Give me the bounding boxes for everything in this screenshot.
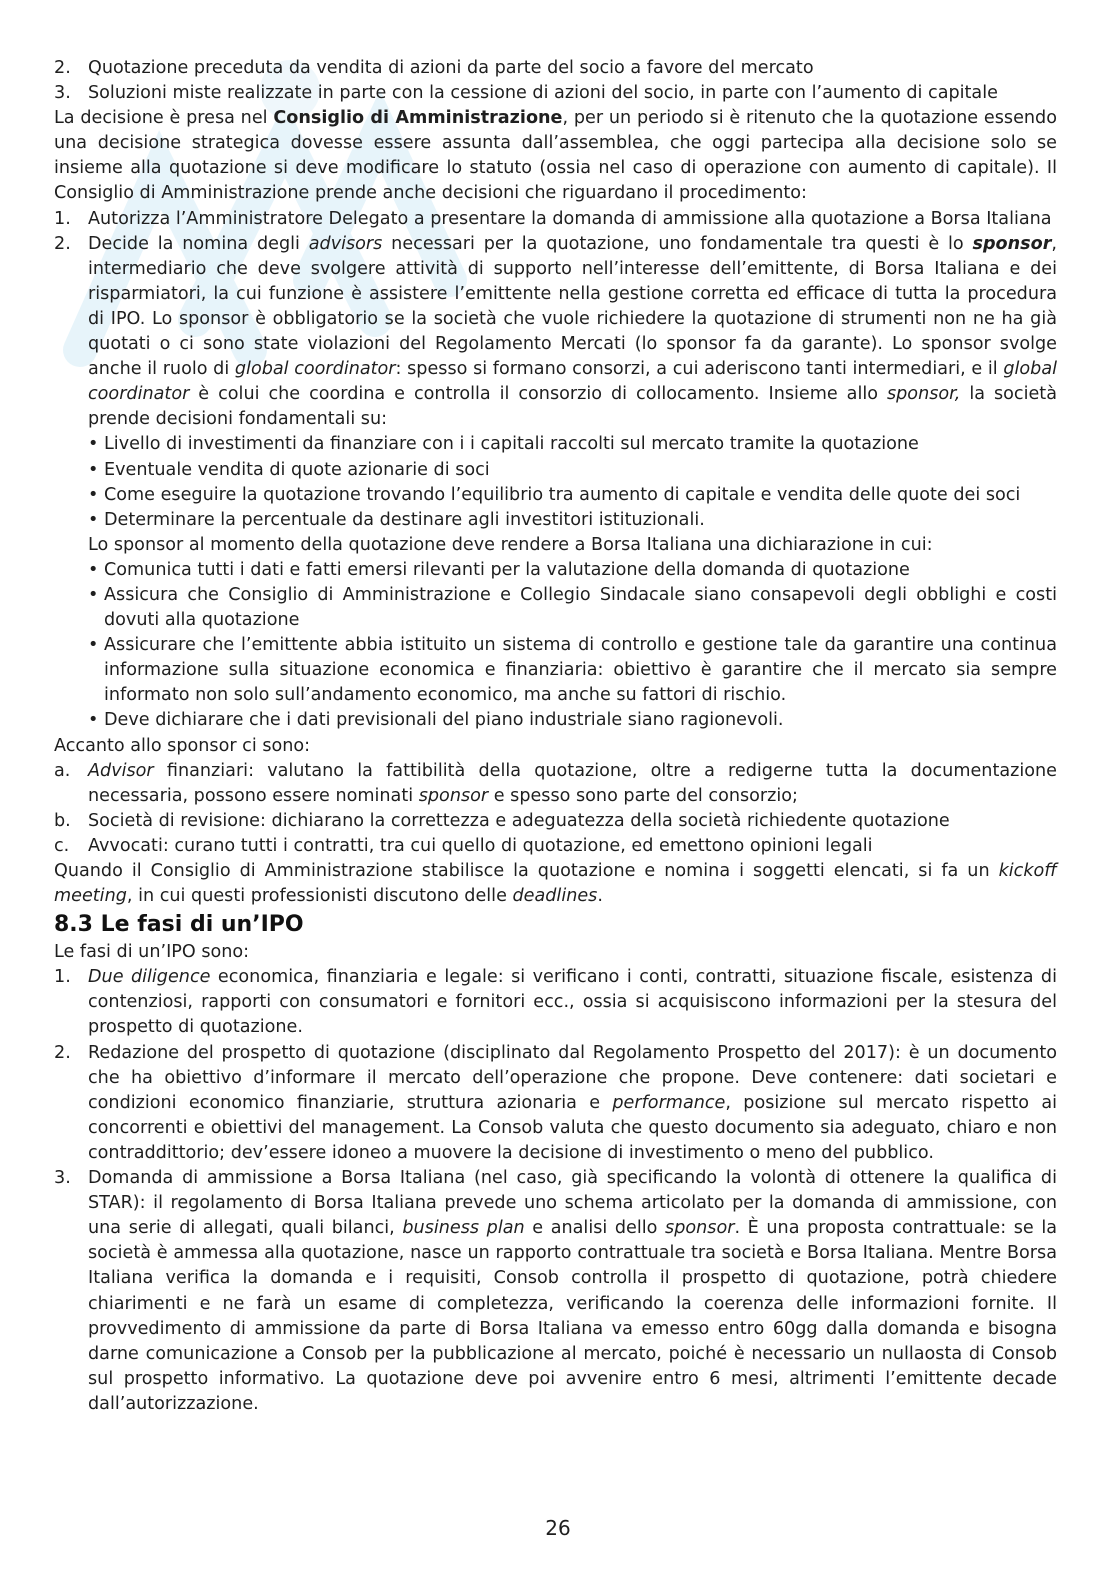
list-item: 2. Decide la nomina degli advisors necessari per la quotazione, uno fondamentale tra questi è lo sponsor, intermediario che deve svolgere attività di supporto nell’interesse dell’emittente, di Borsa Italiana e dei risparmiatori, la cui funzione è assistere l’emittente nella gestione corretta ed efficace di tutta la procedura di IPO. Lo sponsor è obbligatorio se la società che vuole richiedere la quotazione di strumenti non ne ha già quotati o ci sono state violazioni del Regolamento Mercati (lo sponsor fa da garante). Lo sponsor svolge anche il ruolo di global coordinator: spesso si formano consorzi, a cui aderiscono tanti intermediari, e il global coordinator è colui che coordina e controlla il consorzio di collocamento. Insieme allo sponsor, la società prende decisioni fondamentali su: — [54, 233, 1057, 430]
list-item: 3. Soluzioni miste realizzate in parte con la cessione di azioni del socio, in parte con l’aumento di capitale — [54, 83, 998, 104]
bullet-item: • Assicurare che l’emittente abbia istituito un sistema di controllo e gestione tale da garantire una continua informazione sulla situazione economica e finanziaria: obiettivo è garantire che il mercato sia sempre informato non solo sull’andamento economico, ma anche su fattori di rischio. — [88, 635, 1057, 706]
bullet-item: • Come eseguire la quotazione trovando l’equilibrio tra aumento di capitale e vendita delle quote dei soci — [88, 484, 1021, 505]
bullet-item: • Determinare la percentuale da destinare agli investitori istituzionali. — [88, 509, 705, 530]
sponsor-intro: Lo sponsor al momento della quotazione deve rendere a Borsa Italiana una dichiarazione in cui: — [88, 534, 933, 555]
document-page — [54, 56, 1057, 1417]
kickoff-paragraph: Quando il Consiglio di Amministrazione stabilisce la quotazione e nomina i soggetti elencati, si fa un kickoff meeting, in cui questi professionisti discutono delle deadlines. — [54, 861, 1057, 907]
list-item: c. Avvocati: curano tutti i contratti, tra cui quello di quotazione, ed emettono opinioni legali — [54, 835, 873, 856]
section-intro: Le fasi di un’IPO sono: — [54, 942, 250, 963]
bullet-item: • Livello di investimenti da finanziare con i i capitali raccolti sul mercato tramite la quotazione — [88, 434, 919, 455]
page-number: 26 — [545, 1516, 571, 1540]
list-item: 3. Domanda di ammissione a Borsa Italiana (nel caso, già specificando la volontà di ottenere la qualifica di STAR): il regolamento di Borsa Italiana prevede uno schema articolato per la domanda di ammissione, con una serie di allegati, quali bilanci, business plan e analisi dello sponsor. È una proposta contrattuale: se la società è ammessa alla quotazione, nasce un rapporto contrattuale tra società e Borsa Italiana. Mentre Borsa Italiana verifica la domanda e i requisiti, Consob controlla il prospetto di quotazione, potrà chiedere chiarimenti e ne farà un esame di completezza, verificando la coerenza delle informazioni fornite. Il provvedimento di ammissione da parte di Borsa Italiana va emesso entro 60gg dalla domanda e bisogna darne comunicazione a Consob per la pubblicazione al mercato, poiché è necessario un nullaosta di Consob sul prospetto informativo. La quotazione deve poi avvenire entro 6 mesi, altrimenti l’emittente decade dall’autorizzazione. — [54, 1168, 1058, 1414]
list-item: b. Società di revisione: dichiarano la correttezza e adeguatezza della società richiedente quotazione — [54, 810, 950, 831]
list-item: 2. Quotazione preceduta da vendita di azioni da parte del socio a favore del mercato — [54, 58, 814, 78]
bullet-item: • Assicura che Consiglio di Amministrazione e Collegio Sindacale siano consapevoli degli obblighi e costi dovuti alla quotazione — [88, 584, 1057, 631]
bullet-item: • Eventuale vendita di quote azionarie di soci — [88, 459, 490, 480]
paragraph-cda: La decisione è presa nel Consiglio di Amministrazione, per un periodo si è ritenuto che la quotazione essendo una decisione strategica dovesse essere assunta dall’assemblea, che oggi partecipa alla decisione solo se insieme alla quotazione si deve modificare lo statuto (ossia nel caso di operazione con aumento di capitale). Il Consiglio di Amministrazione prende anche decisioni che riguardano il procedimento: — [54, 108, 1057, 204]
bullet-item: • Comunica tutti i dati e fatti emersi rilevanti per la valutazione della domanda di quotazione — [88, 559, 910, 580]
list-item: a. Advisor finanziari: valutano la fattibilità della quotazione, oltre a redigerne tutta la documentazione necessaria, possono essere nominati sponsor e spesso sono parte del consorzio; — [54, 760, 1057, 806]
bullet-item: • Deve dichiarare che i dati previsionali del piano industriale siano ragionevoli. — [88, 710, 784, 731]
section-heading: 8.3 Le fasi di un’IPO — [54, 912, 304, 938]
list-item: 2. Redazione del prospetto di quotazione (disciplinato dal Regolamento Prospetto del 2017): è un documento che ha obiettivo d’informare il mercato dell’operazione che propone. Deve contenere: dati societari e condizioni economico finanziarie, struttura azionaria e performance, posizione sul mercato rispetto ai concorrenti e obiettivi del management. La Consob valuta che questo documento sia adeguato, chiaro e non contraddittorio; dev’essere idoneo a muovere la decisione di investimento o meno del pubblico. — [54, 1042, 1057, 1163]
list-item: 1. Autorizza l’Amministratore Delegato a presentare la domanda di ammissione alla quotazione a Borsa Italiana — [54, 208, 1052, 229]
list-item: 1. Due diligence economica, finanziaria e legale: si verificano i conti, contratti, situazione fiscale, esistenza di contenziosi, rapporti con consumatori e fornitori ecc., ossia si acquisiscono informazioni per la stesura del prospetto di quotazione. — [54, 967, 1057, 1038]
accanto-text: Accanto allo sponsor ci sono: — [54, 735, 311, 756]
